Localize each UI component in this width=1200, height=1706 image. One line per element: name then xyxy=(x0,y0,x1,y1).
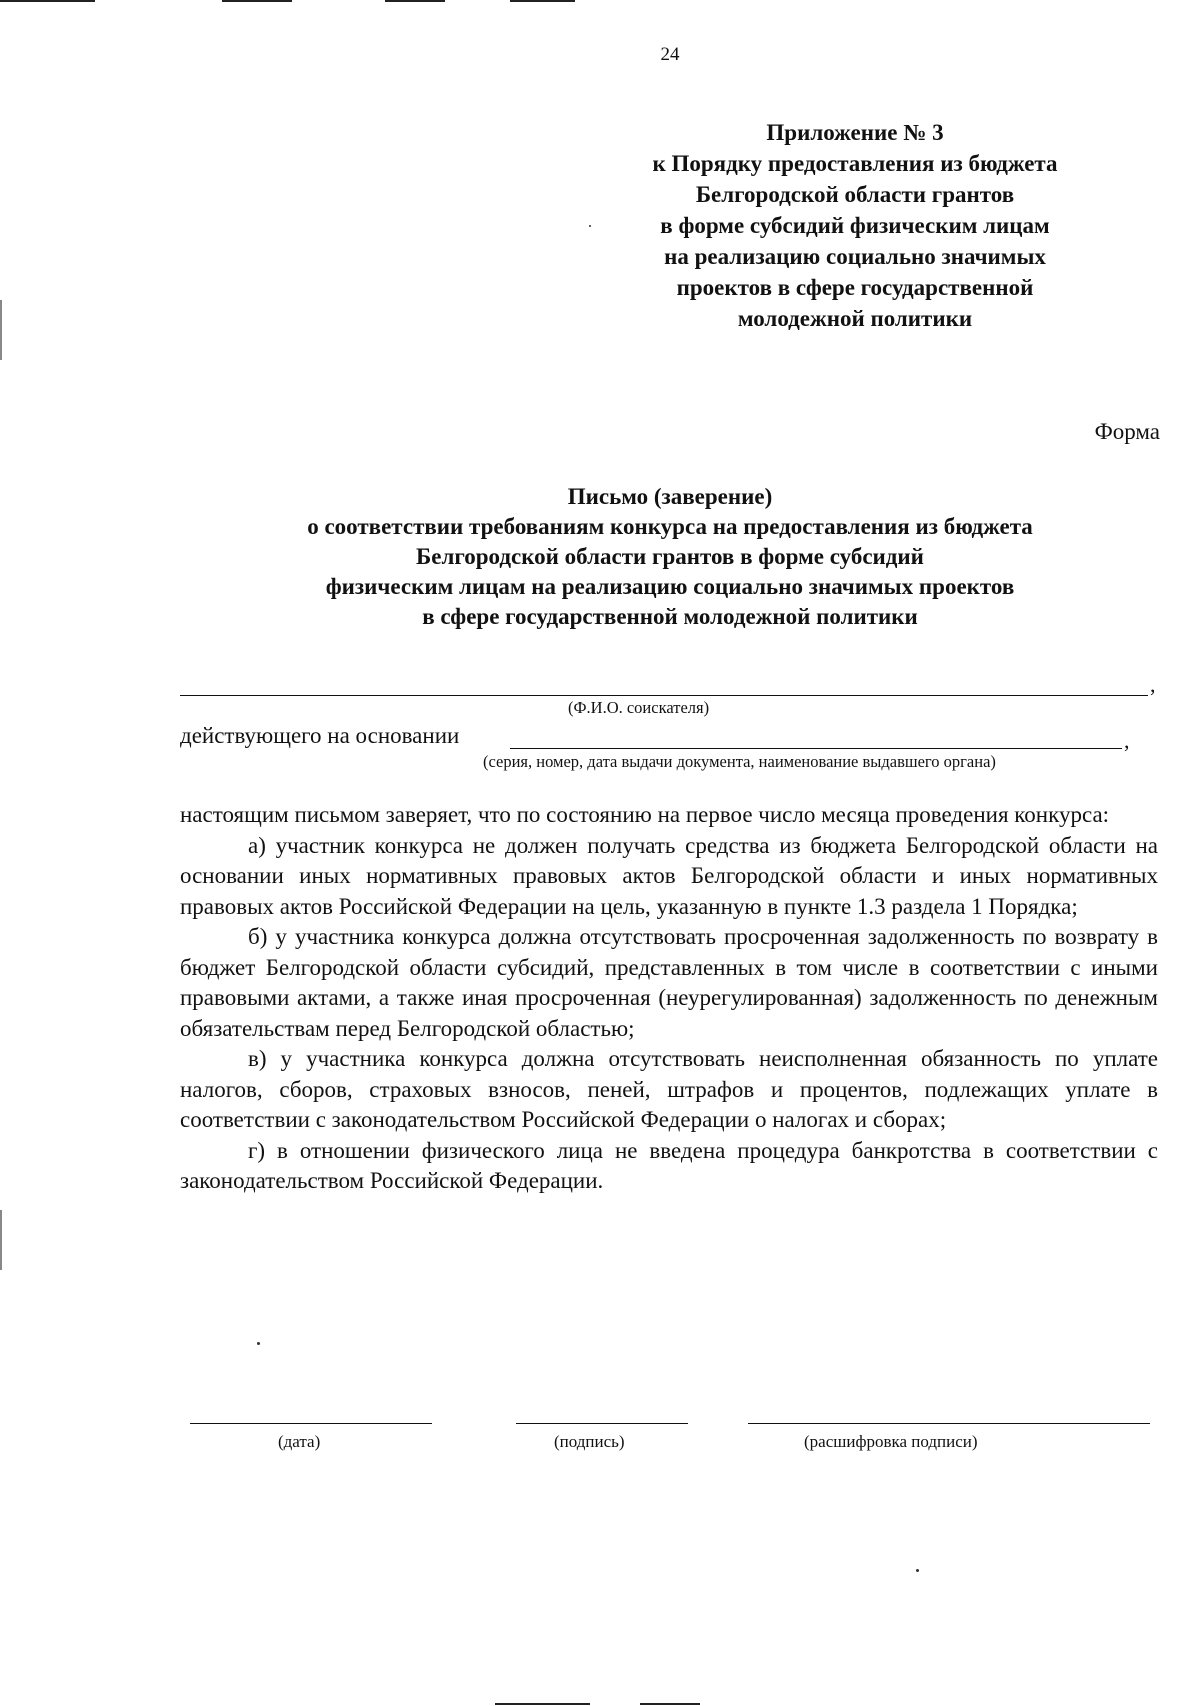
title-line: о соответствии требованиям конкурса на предоставления из бюджета xyxy=(307,514,1033,539)
page-number: 24 xyxy=(660,44,680,65)
scan-edge-mark xyxy=(640,1703,700,1705)
condition-item-a: а) участник конкурса не должен получать средства из бюджета Белгородской области на основании иных нормативных правовых актов Белгородской области и иных нормативных правовых актов Российской Федерации на цель, указанную в пункте 1.3 раздела 1 Порядка; xyxy=(180,832,1158,919)
letter-body xyxy=(180,800,1158,1197)
applicant-name-comma: , xyxy=(1150,672,1156,697)
appendix-line: Приложение № 3 xyxy=(766,120,944,145)
title-line: Письмо (заверение) xyxy=(567,484,773,509)
appendix-line: Белгородской области грантов xyxy=(695,182,1015,207)
scan-edge-mark xyxy=(0,1210,2,1270)
title-line: в сфере государственной молодежной политики xyxy=(422,604,918,629)
appendix-line: молодежной политики xyxy=(737,306,973,331)
appendix-header xyxy=(595,117,1115,334)
basis-document-field[interactable] xyxy=(510,728,1122,749)
signature-decoding-field[interactable] xyxy=(748,1423,1150,1424)
scan-edge-mark xyxy=(495,1703,590,1705)
document-title xyxy=(180,482,1160,632)
signature-decoding-caption: (расшифровка подписи) xyxy=(804,1432,978,1451)
form-label: Форма xyxy=(1094,419,1160,444)
scan-edge-mark xyxy=(385,0,445,2)
scan-edge-mark xyxy=(222,0,292,2)
body-intro: настоящим письмом заверяет, что по состоянию на первое число месяца проведения конкурса: xyxy=(180,802,1110,827)
stray-dot xyxy=(257,1342,260,1345)
scan-edge-mark xyxy=(0,0,95,2)
date-field[interactable] xyxy=(190,1423,432,1424)
signature-field[interactable] xyxy=(516,1423,688,1424)
title-line: физическим лицам на реализацию социально значимых проектов xyxy=(325,574,1015,599)
applicant-name-field[interactable] xyxy=(180,675,1148,696)
applicant-name-caption: (Ф.И.О. соискателя) xyxy=(568,698,710,717)
stray-dot xyxy=(916,1569,919,1572)
condition-item-c: в) у участника конкурса должна отсутствовать неисполненная обязанность по уплате налогов, сборов, страховых взносов, пеней, штрафов и процентов, подлежащих уплате в соответствии с законодательством Российской Федерации о налогах и сборах; xyxy=(180,1046,1158,1132)
scan-edge-mark xyxy=(510,0,575,2)
appendix-line: на реализацию социально значимых xyxy=(664,244,1046,269)
scan-edge-mark xyxy=(0,300,2,360)
appendix-line: в форме субсидий физическим лицам xyxy=(660,213,1050,238)
basis-caption: (серия, номер, дата выдачи документа, наименование выдавшего органа) xyxy=(483,752,996,771)
date-caption: (дата) xyxy=(278,1432,321,1451)
condition-item-d: г) в отношении физического лица не введена процедура банкротства в соответствии с законодательством Российской Федерации. xyxy=(180,1137,1158,1193)
signature-caption: (подпись) xyxy=(554,1432,625,1451)
appendix-line: к Порядку предоставления из бюджета xyxy=(652,151,1058,176)
title-line: Белгородской области грантов в форме субсидий xyxy=(416,544,924,569)
basis-comma: , xyxy=(1124,728,1130,753)
stray-dot xyxy=(589,225,591,227)
appendix-line: проектов в сфере государственной xyxy=(676,275,1034,300)
condition-item-b: б) у участника конкурса должна отсутствовать просроченная задолженность по возврату в бюджет Белгородской области субсидий, представленных в том числе в соответствии с иными правовыми актами, а также иная просроченная (неурегулированная) задолженность по денежным обязательствам перед Белгородской областью; xyxy=(180,924,1158,1041)
basis-label: действующего на основании xyxy=(180,723,460,748)
